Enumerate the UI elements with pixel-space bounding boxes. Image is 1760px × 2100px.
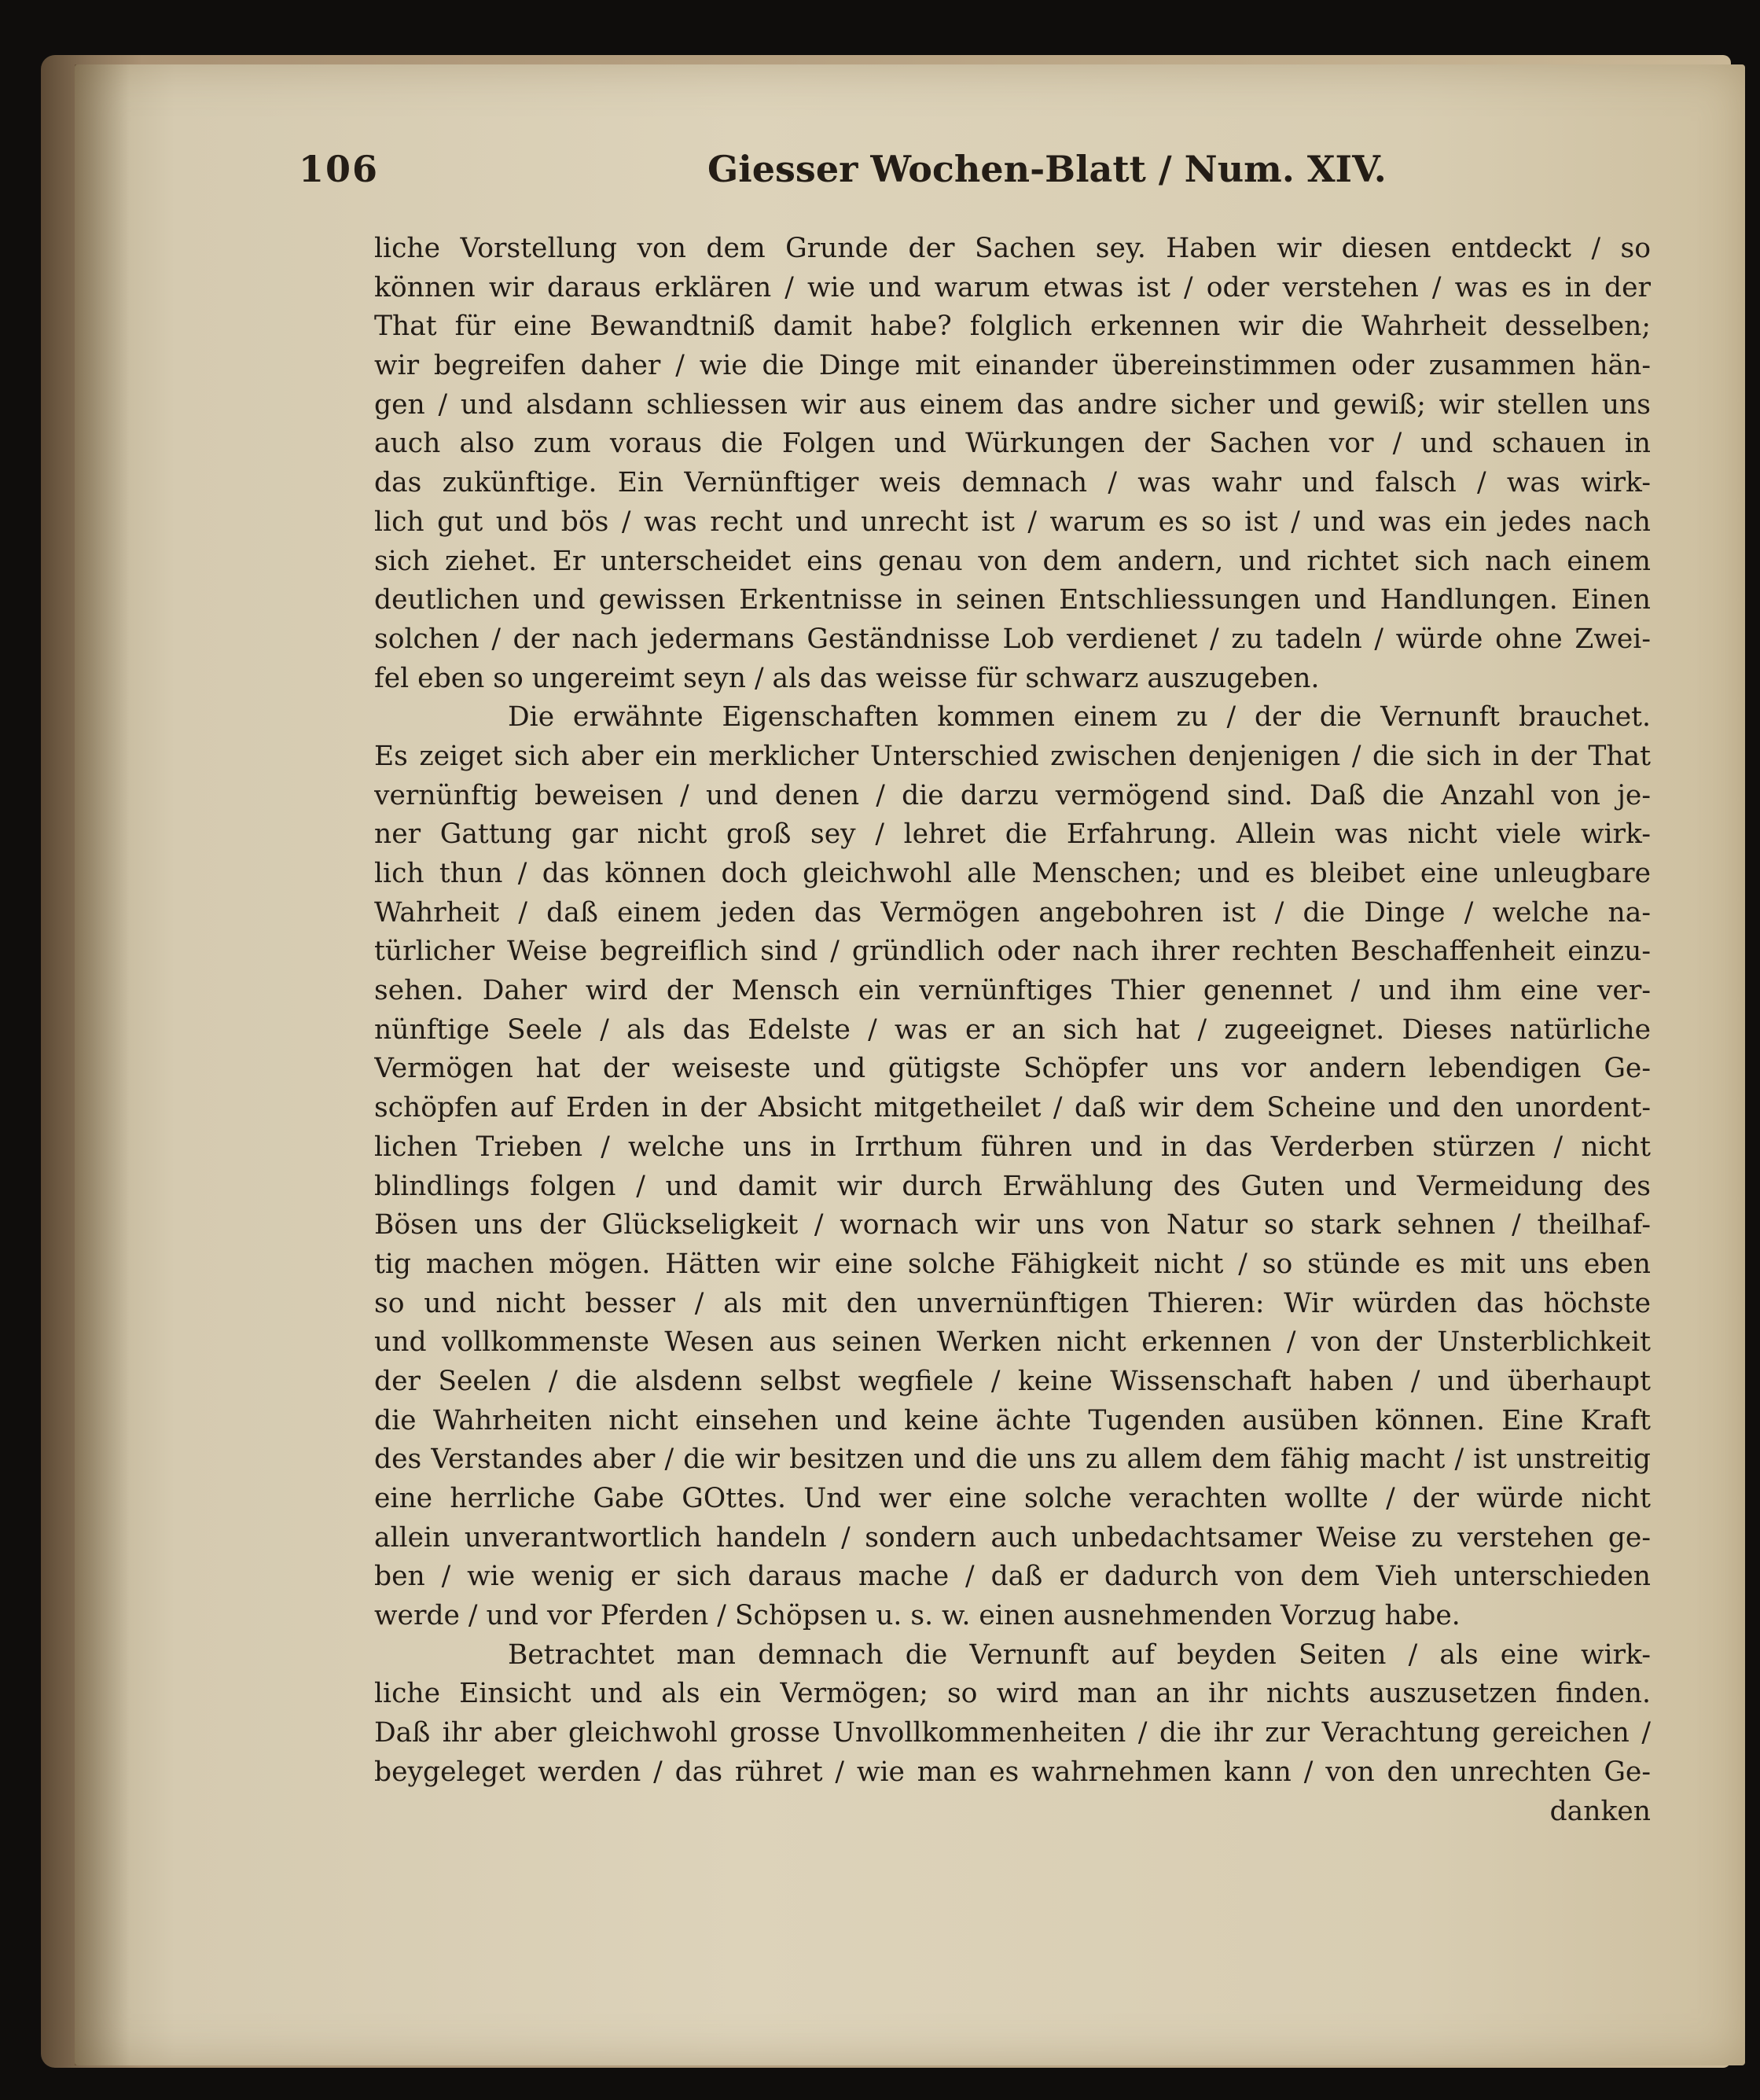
text-line: Bösen uns der Glückseligkeit / wornach wir uns von Natur so stark sehnen / theilhaf- [374, 1209, 1651, 1241]
text-line: Daß ihr aber gleichwohl grosse Unvollkommenheiten / die ihr zur Verachtung gereichen / [374, 1717, 1651, 1749]
text-line: allein unverantwortlich handeln / sondern auch unbedachtsamer Weise zu verstehen ge- [374, 1521, 1651, 1554]
text-line: türlicher Weise begreiflich sind / gründlich oder nach ihrer rechten Beschaffenheit einzu- [374, 936, 1651, 968]
text-line: vernünftig beweisen / und denen / die darzu vermögend sind. Daß die Anzahl von je- [374, 779, 1651, 811]
text-line: auch also zum voraus die Folgen und Würkungen der Sachen vor / und schauen in [374, 428, 1651, 460]
paragraph-1 [374, 230, 1651, 698]
paragraph-3 [374, 1636, 1651, 1793]
text-line: lich thun / das können doch gleichwohl alle Menschen; und es bleibet eine unleugbare [374, 858, 1651, 889]
text-line: werde / und vor Pferden / Schöpsen u. s. w. einen ausnehmenden Vorzug habe. [374, 1600, 1461, 1632]
text-line: eine herrliche Gabe GOttes. Und wer eine solche verachten wollte / der würde nicht [374, 1483, 1651, 1514]
text-line: lich gut und bös / was recht und unrecht ist / warum es so ist / und was ein jedes nach [374, 506, 1651, 538]
text-line: liche Einsicht und als ein Vermögen; so wird man an ihr nichts auszusetzen finden. [374, 1678, 1651, 1710]
text-line: und vollkommenste Wesen aus seinen Werken nicht erkennen / von der Unsterblichkeit [374, 1326, 1651, 1359]
text-line: liche Vorstellung von dem Grunde der Sachen sey. Haben wir diesen entdeckt / so [374, 233, 1651, 264]
text-line: schöpfen auf Erden in der Absicht mitgetheilet / daß wir dem Scheine und den unordent- [374, 1092, 1651, 1124]
text-line: so und nicht besser / als mit den unvernünftigen Thieren: Wir würden das höchste [374, 1287, 1651, 1319]
text-line: sich ziehet. Er unterscheidet eins genau von dem andern, und richtet sich nach einem [374, 545, 1651, 577]
text-line: fel eben so ungereimt seyn / als das weisse für schwarz auszugeben. [374, 662, 1320, 694]
text-line: sehen. Daher wird der Mensch ein vernünftiges Thier genennet / und ihm eine ver- [374, 975, 1651, 1007]
catchword: danken [1549, 1795, 1651, 1827]
text-line: ben / wie wenig er sich daraus mache / daß er dadurch von dem Vieh unterschieden [374, 1561, 1651, 1593]
text-line: wir begreifen daher / wie die Dinge mit einander übereinstimmen oder zusammen hän- [374, 350, 1651, 382]
text-line: Betrachtet man demnach die Vernunft auf beyden Seiten / als eine wirk- [508, 1638, 1651, 1671]
running-title: Giesser Wochen-Blatt / Num. XIV. [707, 148, 1387, 190]
text-line: blindlings folgen / und damit wir durch Erwählung des Guten und Vermeidung des [374, 1170, 1651, 1202]
text-line: des Verstandes aber / die wir besitzen und die uns zu allem dem fähig macht / ist unstreitig [374, 1444, 1651, 1476]
text-line: das zukünftige. Ein Vernünftiger weis demnach / was wahr und falsch / was wirk- [374, 467, 1651, 499]
text-line: Die erwähnte Eigenschaften kommen einem zu / der die Vernunft brauchet. [508, 701, 1651, 734]
text-line: die Wahrheiten nicht einsehen und keine ächte Tugenden ausüben können. Eine Kraft [374, 1404, 1651, 1436]
text-line: können wir daraus erklären / wie und warum etwas ist / oder verstehen / was es in der [374, 271, 1651, 303]
text-line: That für eine Bewandtniß damit habe? folglich erkennen wir die Wahrheit desselben; [374, 311, 1651, 343]
text-line: solchen / der nach jedermans Geständnisse Lob verdienet / zu tadeln / würde ohne Zwei- [374, 623, 1651, 655]
text-line: Wahrheit / daß einem jeden das Vermögen angebohren ist / die Dinge / welche na- [374, 896, 1651, 929]
text-line: ner Gattung gar nicht groß sey / lehret die Erfahrung. Allein was nicht viele wirk- [374, 818, 1651, 851]
text-line: tig machen mögen. Hätten wir eine solche Fähigkeit nicht / so stünde es mit uns eben [374, 1248, 1651, 1280]
text-line: deutlichen und gewissen Erkentnisse in seinen Entschliessungen und Handlungen. Einen [374, 584, 1651, 616]
text-line: Vermögen hat der weiseste und gütigste Schöpfer uns vor andern lebendigen Ge- [374, 1053, 1651, 1085]
text-line: gen / und alsdann schliessen wir aus einem das andre sicher und gewiß; wir stellen uns [374, 388, 1651, 421]
body-text [374, 230, 1651, 1831]
text-line: Es zeiget sich aber ein merklicher Unterschied zwischen denjenigen / die sich in der That [374, 740, 1651, 772]
text-line: nünftige Seele / als das Edelste / was er an sich hat / zugeeignet. Dieses natürliche [374, 1013, 1651, 1046]
text-line: der Seelen / die alsdenn selbst wegfiele / keine Wissenschaft haben / und überhaupt [374, 1365, 1651, 1397]
paragraph-2 [374, 698, 1651, 1636]
text-line: lichen Trieben / welche uns in Irrthum führen und in das Verderben stürzen / nicht [374, 1131, 1651, 1163]
page-number: 106 [299, 148, 380, 190]
page-header [299, 148, 1651, 211]
text-line: beygeleget werden / das rühret / wie man es wahrnehmen kann / von den unrechten Ge- [374, 1756, 1651, 1788]
